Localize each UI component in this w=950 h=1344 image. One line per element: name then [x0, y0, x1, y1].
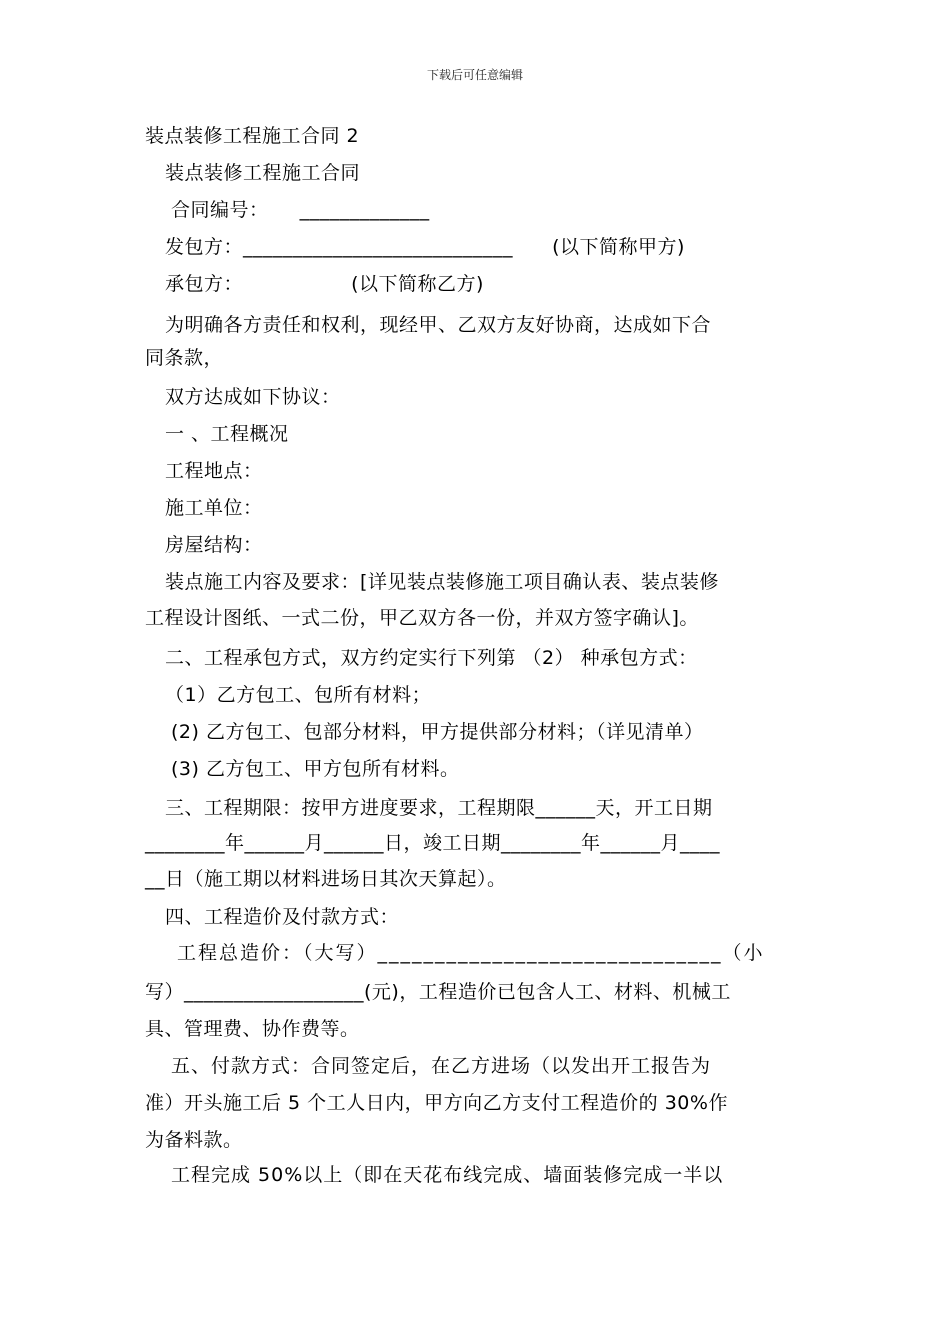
section4-line-3: 具、管理费、协作费等。 [145, 1018, 360, 1040]
contract-option-3: (3) 乙方包工、甲方包所有材料。 [171, 758, 460, 780]
party-a-label: 发包方： [165, 236, 244, 258]
section4-line-2: 写）__________________(元)，工程造价已包含人工、材料、机械工 [145, 981, 731, 1003]
contract-number-blank: _____________ [299, 199, 430, 221]
project-location: 工程地点： [165, 460, 263, 482]
section1-title: 一 、工程概况 [165, 423, 289, 445]
section5-line-4: 工程完成 50%以上（即在天花布线完成、墙面装修完成一半以 [171, 1164, 724, 1186]
section3-line-2: ________年______月______日，竣工日期________年______月____ [145, 832, 721, 854]
section4-line-1: 工程总造价：（大写）______________________________（小 [177, 942, 765, 964]
contract-number-label: 合同编号： [171, 199, 269, 221]
section2-title: 二、工程承包方式，双方约定实行下列第 （2） 种承包方式： [165, 647, 698, 669]
contract-number-row [171, 197, 430, 223]
contract-option-1: （1）乙方包工、包所有材料； [165, 684, 432, 706]
agreement-text: 双方达成如下协议： [165, 386, 341, 408]
house-structure: 房屋结构： [165, 534, 263, 556]
content-requirements-line-2: 工程设计图纸、一式二份，甲乙双方各一份，并双方签字确认]。 [145, 607, 699, 629]
intro-line-2: 同条款， [145, 347, 224, 369]
party-b-row [165, 271, 484, 297]
section5-line-1: 五、付款方式：合同签定后，在乙方进场（以发出开工报告为 [171, 1055, 712, 1077]
party-a-blank: ___________________________ [243, 236, 514, 258]
construction-unit: 施工单位： [165, 497, 263, 519]
section3-line-1: 三、工程期限：按甲方进度要求，工程期限______天，开工日期 [165, 797, 713, 819]
contract-option-2: (2) 乙方包工、包部分材料，甲方提供部分材料；（详见清单） [171, 721, 704, 743]
document-title: 装点装修工程施工合同 2 [145, 125, 360, 147]
party-b-label: 承包方： [165, 273, 244, 295]
content-requirements-line-1: 装点施工内容及要求：[详见装点装修施工项目确认表、装点装修 [165, 571, 719, 593]
section5-line-3: 为备料款。 [145, 1129, 243, 1151]
section5-line-2: 准）开头施工后 5 个工人日内，甲方向乙方支付工程造价的 30%作 [145, 1092, 728, 1114]
section3-line-3: __日（施工期以材料进场日其次天算起）。 [145, 868, 507, 890]
party-b-note: (以下简称乙方) [351, 273, 484, 295]
party-a-note: (以下简称甲方) [552, 236, 685, 258]
section4-title: 四、工程造价及付款方式： [165, 906, 400, 928]
contract-subtitle: 装点装修工程施工合同 [165, 162, 361, 184]
party-a-row [165, 234, 685, 260]
intro-line-1: 为明确各方责任和权利，现经甲、乙双方友好协商，达成如下合 [165, 314, 712, 336]
page-header: 下载后可任意编辑 [426, 68, 523, 82]
